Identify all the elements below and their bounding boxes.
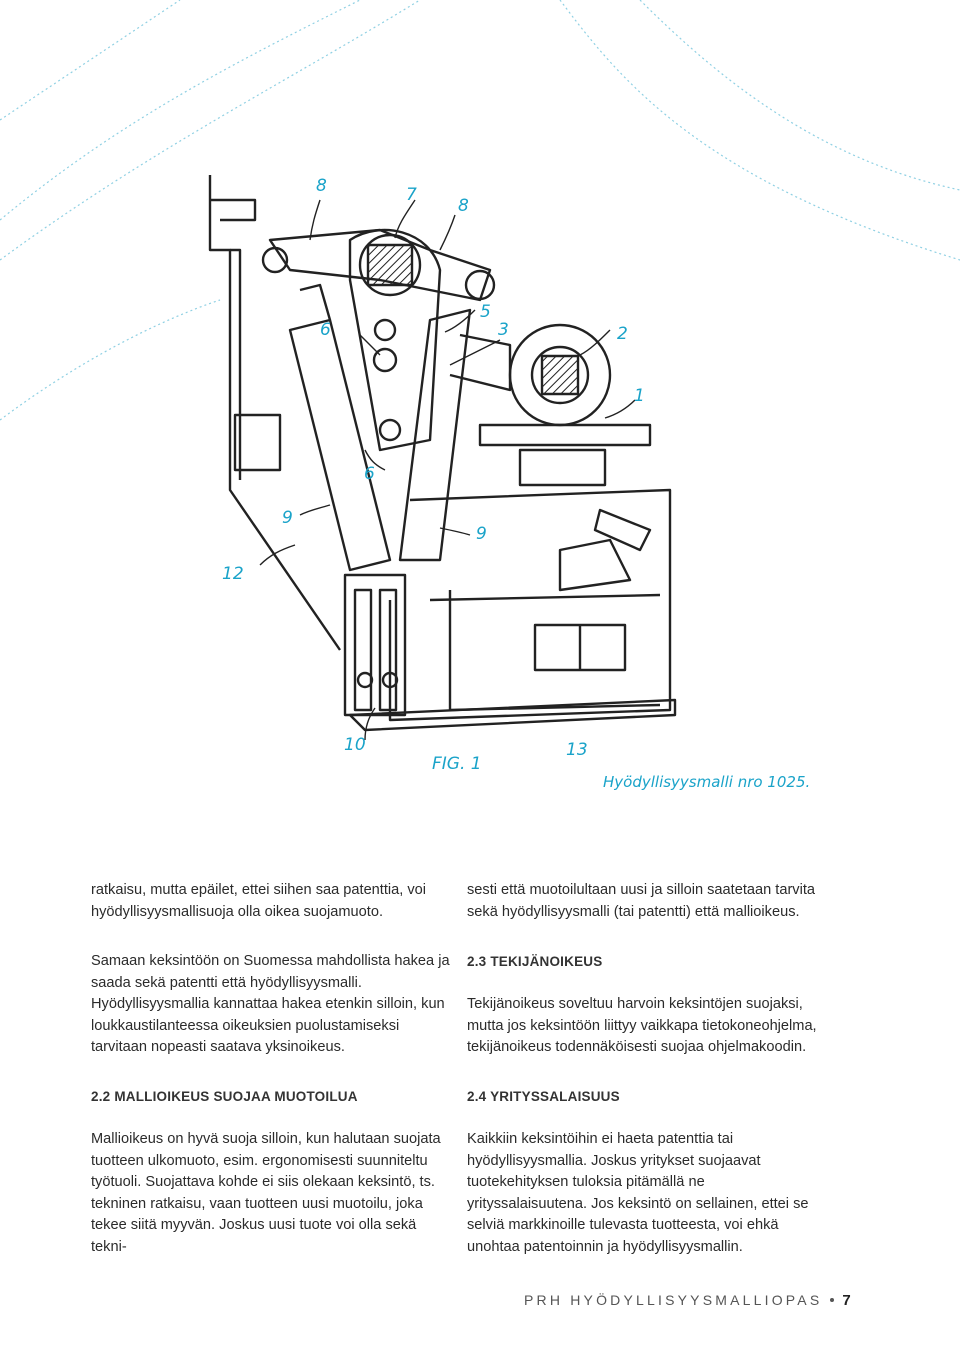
callout-6b: 6 — [364, 464, 375, 484]
right-paragraph-3: Kaikkiin keksintöihin ei haeta patenttia tai hyödyllisyysmallia. Joskus yritykset suojaavat tuotekehityksen tuloksia pitämällä ne yrityssalaisuutena. Jos keksintö on sellainen, ettei se selviä markkinoille tulevasta tuotteesta, voi ehkä unohtaa patentoinnin ja hyödyllisyysmallin. — [467, 1131, 809, 1255]
callout-13: 13 — [566, 740, 588, 760]
heading-2-2: 2.2 MALLIOIKEUS SUOJAA MUOTOILUA — [91, 1089, 358, 1104]
heading-2-4: 2.4 YRITYSSALAISUUS — [467, 1089, 620, 1104]
callout-6a: 6 — [320, 320, 331, 340]
footer-title: PRH HYÖDYLLISYYSMALLIOPAS — [524, 1292, 823, 1308]
left-paragraph-1: ratkaisu, mutta epäilet, ettei siihen saa patenttia, voi hyödyllisyysmallisuoja olla oikea suojamuoto. — [91, 882, 427, 920]
left-paragraph-3: Mallioikeus on hyvä suoja silloin, kun halutaan suojata tuotteen ulkomuoto, esim. ergonomisesti suunniteltu työtuoli. Suojattava kohde ei siis olekaan keksintö, ts. tekninen ratkaisu, vaan tuotteen uusi muotoilu, joka tekee siitä myyvän. Joskus uusi tuote voi olla sekä tekni- — [91, 1131, 441, 1255]
right-column — [467, 880, 827, 923]
left-column-block-2 — [91, 951, 451, 1059]
right-paragraph-2: Tekijänoikeus soveltuu harvoin keksintöjen suojaksi, mutta jos keksintöön liittyy vaikkapa tietokoneohjelma, tekijänoikeus todennäköisesti suojaa ohjelmakoodin. — [467, 996, 817, 1055]
callout-12: 12 — [222, 564, 244, 584]
heading-2-3: 2.3 TEKIJÄNOIKEUS — [467, 954, 603, 969]
callout-1: 1 — [634, 386, 645, 406]
page-footer — [524, 1292, 851, 1309]
right-paragraph-1: sesti että muotoilultaan uusi ja silloin saatetaan tarvita sekä hyödyllisyysmalli (tai patentti) että mallioikeus. — [467, 882, 816, 920]
footer-separator-dot — [830, 1298, 834, 1302]
callout-9b: 9 — [476, 524, 487, 544]
callout-5: 5 — [480, 302, 491, 322]
page-number: 7 — [842, 1292, 851, 1309]
technical-drawing — [200, 160, 680, 760]
left-paragraph-2: Samaan keksintöön on Suomessa mahdollista hakea ja saada sekä patentti että hyödyllisyysmalli. Hyödyllisyysmallia kannattaa hakea etenkin silloin, kun loukkaustilanteessa oikeuksien puolustamiseksi tarvitaan nopeasti saatava yksinoikeus. — [91, 953, 450, 1055]
right-column-block-2 — [467, 994, 827, 1059]
figure-label: FIG. 1 — [432, 754, 482, 774]
callout-3: 3 — [498, 320, 509, 340]
left-column-block-3 — [91, 1129, 451, 1258]
callout-7: 7 — [406, 185, 417, 205]
callout-8a: 8 — [316, 176, 327, 196]
left-column — [91, 880, 451, 923]
callout-9a: 9 — [282, 508, 293, 528]
utility-model-label: Hyödyllisyysmalli nro 1025. — [603, 773, 811, 791]
right-column-block-3 — [467, 1129, 827, 1258]
callout-8b: 8 — [458, 196, 469, 216]
callout-2: 2 — [617, 324, 628, 344]
callout-10: 10 — [344, 735, 366, 755]
